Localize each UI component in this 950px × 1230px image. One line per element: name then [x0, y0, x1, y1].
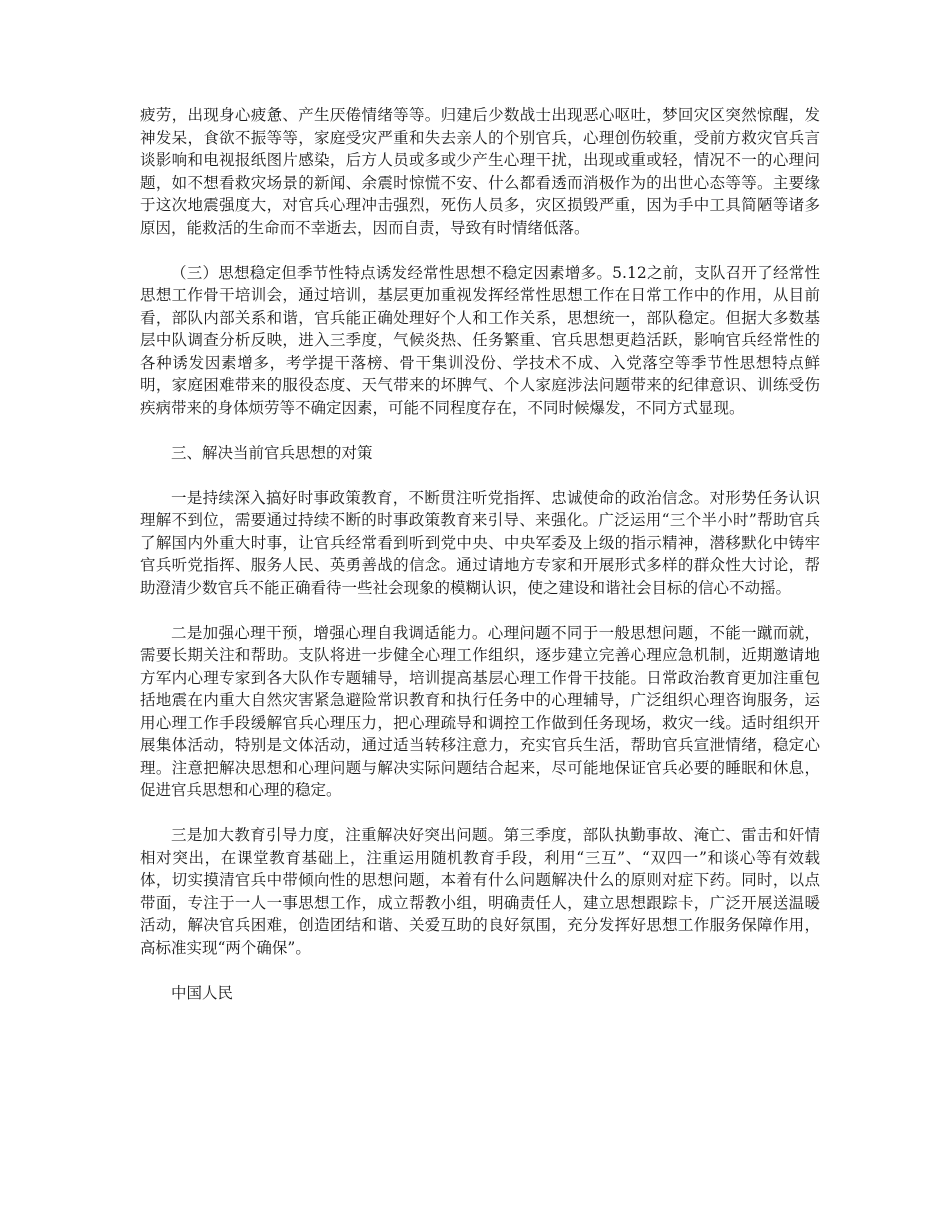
measure-paragraph-3: 三是加大教育引导力度，注重解决好突出问题。第三季度，部队执勤事故、淹亡、雷击和奸情相对突出，在课堂教育基础上，注重运用随机教育手段，利用“三互”、“双四一”和谈心等有效载体，切实摸清官兵中带倾向性的思想问题，本着有什么问题解决什么的原则对症下药。同时，以点带面，专注于一人一事思想工作，成立帮教小组，明确责任人，建立思想跟踪卡，广泛开展送温暖活动，解决官兵困难，创造团结和谐、关爱互助的良好氛围，充分发挥好思想工作服务保障作用，高标准实现“两个确保”。 — [140, 826, 820, 957]
closing-line: 中国人民 — [171, 983, 234, 1002]
measure-paragraph-2: 二是加强心理干预，增强心理自我调适能力。心理问题不同于一般思想问题，不能一蹴而就，需要长期关注和帮助。支队将进一步健全心理工作组织，逐步建立完善心理应急机制，近期邀请地方军内心理专家到各大队作专题辅导，培训提高基层心理工作骨干技能。日常政治教育更加注重包括地震在内重大自然灾害紧急避险常识教育和执行任务中的心理辅导，广泛组织心理咨询服务，运用心理工作手段缓解官兵心理压力，把心理疏导和调控工作做到任务现场，救灾一线。适时组织开展集体活动，特别是文体活动，通过适当转移注意力，充实官兵生活，帮助官兵宣泄情绪，稳定心理。注意把解决思想和心理问题与解决实际问题结合起来，尽可能地保证官兵必要的睡眠和休息，促进官兵思想和心理的稳定。 — [140, 623, 820, 799]
document-page — [140, 104, 820, 1004]
section-heading: 三、解决当前官兵思想的对策 — [171, 443, 373, 462]
paragraph-item-three: （三）思想稳定但季节性特点诱发经常性思想不稳定因素增多。5.12之前，支队召开了经常性思想工作骨干培训会，通过培训，基层更加重视发挥经常性思想工作在日常工作中的作用，从目前看，部队内部关系和谐，官兵能正确处理好个人和工作关系，思想统一，部队稳定。但据大多数基层中队调查分析反映，进入三季度，气候炎热、任务繁重、官兵思想更趋活跃，影响官兵经常性的各种诱发因素增多，考学提干落榜、骨干集训没份、学技术不成、入党落空等季节性思想特点鲜明，家庭困难带来的服役态度、天气带来的坏脾气、个人家庭涉法问题带来的纪律意识、训练受伤疾病带来的身体烦劳等不确定因素，可能不同程度存在，不同时候爆发，不同方式显现。 — [140, 263, 820, 417]
measure-paragraph-1: 一是持续深入搞好时事政策教育，不断贯注听党指挥、忠诚使命的政治信念。对形势任务认识理解不到位，需要通过持续不断的时事政策教育来引导、来强化。广泛运用“三个半小时”帮助官兵了解国内外重大时事，让官兵经常看到听到党中央、中央军委及上级的指示精神，潜移默化中铸牢官兵听党指挥、服务人民、英勇善战的信念。通过请地方专家和开展形式多样的群众性大讨论，帮助澄清少数官兵不能正确看待一些社会现象的模糊认识，使之建设和谐社会目标的信心不动摇。 — [140, 488, 820, 597]
paragraph-continuation: 疲劳，出现身心疲惫、产生厌倦情绪等等。归建后少数战士出现恶心呕吐，梦回灾区突然惊醒，发神发呆，食欲不振等等，家庭受灾严重和失去亲人的个别官兵，心理创伤较重，受前方救灾官兵言谈影响和电视报纸图片感染，后方人员或多或少产生心理干扰，出现或重或轻，情况不一的心理问题，如不想看救灾场景的新闻、余震时惊慌不安、什么都看透而消极作为的出世心态等等。主要缘于这次地震强度大，对官兵心理冲击强烈，死伤人员多，灾区损毁严重，因为手中工具简陋等诸多原因，能救活的生命而不幸逝去，因而自责，导致有时情绪低落。 — [140, 106, 820, 237]
